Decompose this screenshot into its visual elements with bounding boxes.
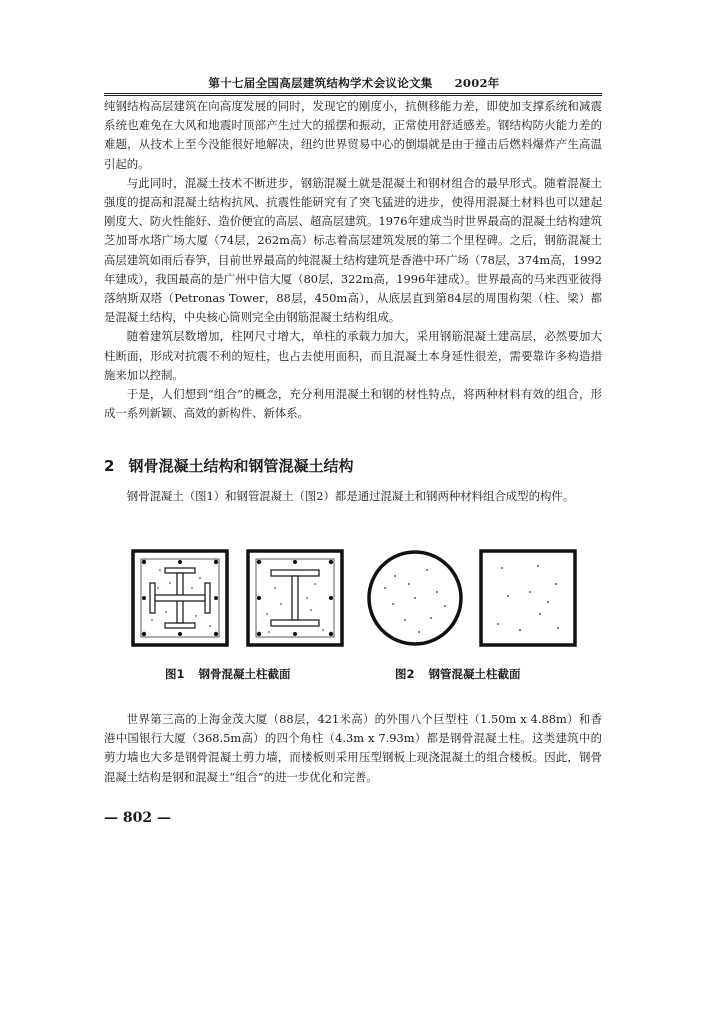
paragraph: 与此同时，混凝土技术不断进步，钢筋混凝土就是混凝土和钢材组合的最早形式。随着混凝土强度的提高和混凝土结构抗风、抗震性能研究有了突飞猛进的进步，使得用混凝土材料也可以建起刚度大、防火性能好、造价便宜的高层、超高层建筑。1976年建成当时世界最高的混凝土结构建筑芝加哥水塔广场大厦（74层，262m高）标志着高层建筑发展的第二个里程碑。之后，钢筋混凝土高层建筑如雨后春笋，目前世界最高的纯混凝土结构建筑是香港中环广场（78层，374m高，1992年建成），我国最高的是广州中信大厦（80层，322m高，1996年建成）。世界最高的马来西亚彼得落纳斯双塔（Petronas Tower，88层，450m高），从底层直到第84层的周围构架（柱、梁）都是混凝土结构，中央核心筒则完全由钢筋混凝土结构组成。 (104, 175, 602, 325)
paragraph: 随着建筑层数增加，柱网尺寸增大，单柱的承载力加大，采用钢筋混凝土建高层，必然要加大柱断面，形成对抗震不利的短柱，也占去使用面积，而且混凝土本身延性很差，需要靠许多构造措施来加以控制。 (104, 329, 602, 382)
steel-h-section-figure (245, 548, 345, 648)
square-steel-tube-figure (478, 548, 578, 648)
figure-1-title: 钢骨混凝土柱截面 (198, 667, 291, 681)
figures-row (130, 548, 590, 648)
figure-1-caption (165, 666, 291, 682)
section-title: 钢骨混凝土结构和钢管混凝土结构 (128, 457, 354, 475)
paragraph: 纯钢结构高层建筑在向高度发展的同时，发现它的刚度小，抗侧移能力差，即使加支撑系统和减震系统也难免在大风和地震时顶部产生过大的摇摆和振动，正常使用舒适感差。钢结构防火能力差的难题，从技术上至今没能很好地解决，纽约世界贸易中心的倒塌就是由于撞击后燃料爆炸产生高温引起的。 (104, 99, 602, 171)
running-header (104, 75, 604, 91)
figure-2-caption (395, 666, 521, 682)
proceedings-title: 第十七届全国高层建筑结构学术会议论文集 (208, 76, 433, 90)
section-intro: 钢骨混凝土（图1）和钢管混凝土（图2）都是通过混凝土和钢两种材料组合成型的构件。 (126, 489, 575, 503)
paragraph: 世界第三高的上海金茂大厦（88层，421米高）的外围八个巨型柱（1.50m x 4.88m）和香港中国银行大厦（368.5m高）的四个角柱（4.3m x 7.93m）都是钢骨混凝土柱。这类建筑中的剪力墙也大多是钢骨混凝土剪力墙，而楼板则采用压型钢板上现浇混凝土的组合楼板。因此，钢骨混凝土结构是钢和混凝土“组合”的进一步优化和完善。 (104, 712, 602, 784)
steel-cross-section-figure (130, 548, 230, 648)
page-number: — 802 — (104, 810, 171, 826)
body-text-after-figures (104, 710, 602, 787)
body-text (104, 97, 602, 423)
paragraph: 于是，人们想到“组合”的概念，充分利用混凝土和钢的材性特点，将两种材料有效的组合，形成一系列新颖、高效的新构件、新体系。 (104, 387, 602, 421)
section-heading (104, 455, 353, 476)
figure-2-number: 图2 (395, 667, 415, 681)
figure-2-title: 钢管混凝土柱截面 (428, 667, 521, 681)
figure-1-number: 图1 (165, 667, 185, 681)
circular-steel-tube-figure (365, 548, 465, 648)
header-rule (104, 93, 602, 96)
section-number: 2 (104, 457, 115, 475)
header-year: 2002年 (454, 76, 500, 90)
